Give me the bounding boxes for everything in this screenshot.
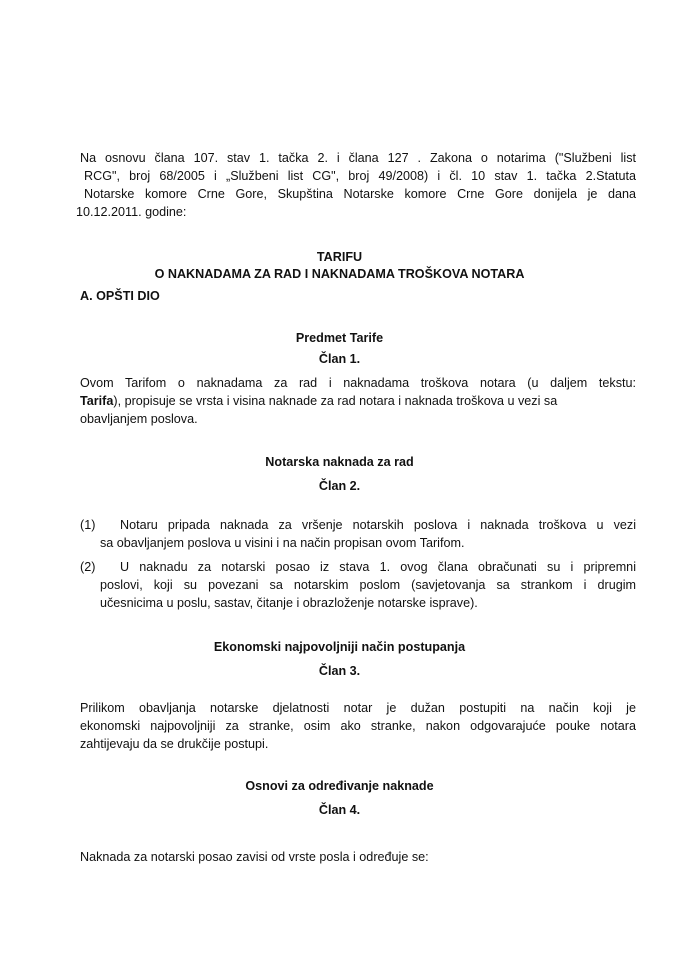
preamble-line: Notarske komore Crne Gore, Skupština Notarske komore Crne Gore donijela je dana bbox=[84, 187, 636, 201]
article-1-heading: Predmet Tarife bbox=[295, 331, 384, 345]
text-line: ekonomski najpovoljniji za stranke, osim ako stranke, nakon odgovarajuće pouke notara bbox=[80, 719, 636, 733]
text-line: Prilikom obavljanja notarske djelatnosti notar je dužan postupiti na način koji je bbox=[80, 701, 636, 715]
text-line: ), propisuje se vrsta i visina naknade za rad notara i naknada troškova u vezi sa bbox=[113, 394, 558, 408]
text-line: Naknada za notarski posao zavisi od vrste posla i određuje se: bbox=[80, 850, 429, 864]
article-4-number: Član 4. bbox=[318, 803, 361, 817]
document-subtitle: O NAKNADAMA ZA RAD I NAKNADAMA TROŠKOVA NOTARA bbox=[154, 267, 525, 281]
text-line: Notaru pripada naknada za vršenje notarskih poslova i naknada troškova u vezi bbox=[120, 518, 636, 532]
text-line: sa obavljanjem poslova u visini i na način propisan ovom Tarifom. bbox=[100, 536, 465, 550]
article-3-number: Član 3. bbox=[318, 664, 361, 678]
article-2-heading: Notarska naknada za rad bbox=[265, 455, 414, 469]
article-3-heading: Ekonomski najpovoljniji način postupanja bbox=[213, 640, 466, 654]
section-heading: A. OPŠTI DIO bbox=[80, 289, 160, 303]
article-4-text bbox=[80, 848, 636, 866]
text-line: zahtijevaju da se drukčije postupi. bbox=[80, 737, 269, 751]
preamble-line: 10.12.2011. godine: bbox=[76, 205, 187, 219]
article-2-number: Član 2. bbox=[318, 479, 361, 493]
article-1-number: Član 1. bbox=[318, 352, 361, 366]
article-2-item-2 bbox=[80, 558, 636, 612]
text-line: učesnicima u poslu, sastav, čitanje i obrazloženje notarske isprave). bbox=[100, 596, 478, 610]
item-number: (2) bbox=[80, 560, 96, 574]
article-1-text bbox=[80, 374, 636, 428]
text-line: obavljanjem poslova. bbox=[80, 412, 198, 426]
text-line: Ovom Tarifom o naknadama za rad i naknadama troškova notara (u daljem tekstu: bbox=[80, 376, 636, 390]
preamble-line: RCG", broj 68/2005 i „Službeni list CG", broj 49/2008) i čl. 10 stav 1. tačka 2.Statuta bbox=[84, 169, 636, 183]
defined-term: Tarifa bbox=[80, 394, 114, 408]
item-number: (1) bbox=[80, 518, 96, 532]
preamble-line: Na osnovu člana 107. stav 1. tačka 2. i člana 127 . Zakona o notarima ("Službeni list bbox=[80, 151, 636, 165]
article-3-text bbox=[80, 699, 636, 753]
text-line: U naknadu za notarski posao iz stava 1. ovog člana obračunati su i pripremni bbox=[120, 560, 636, 574]
article-2-item-1 bbox=[80, 516, 636, 552]
text-line: poslovi, koji su povezani sa notarskim poslom (savjetovanja sa strankom i drugim bbox=[100, 578, 636, 592]
article-4-heading: Osnovi za određivanje naknade bbox=[245, 779, 434, 793]
document-title: TARIFU bbox=[316, 250, 363, 264]
preamble bbox=[76, 149, 636, 221]
